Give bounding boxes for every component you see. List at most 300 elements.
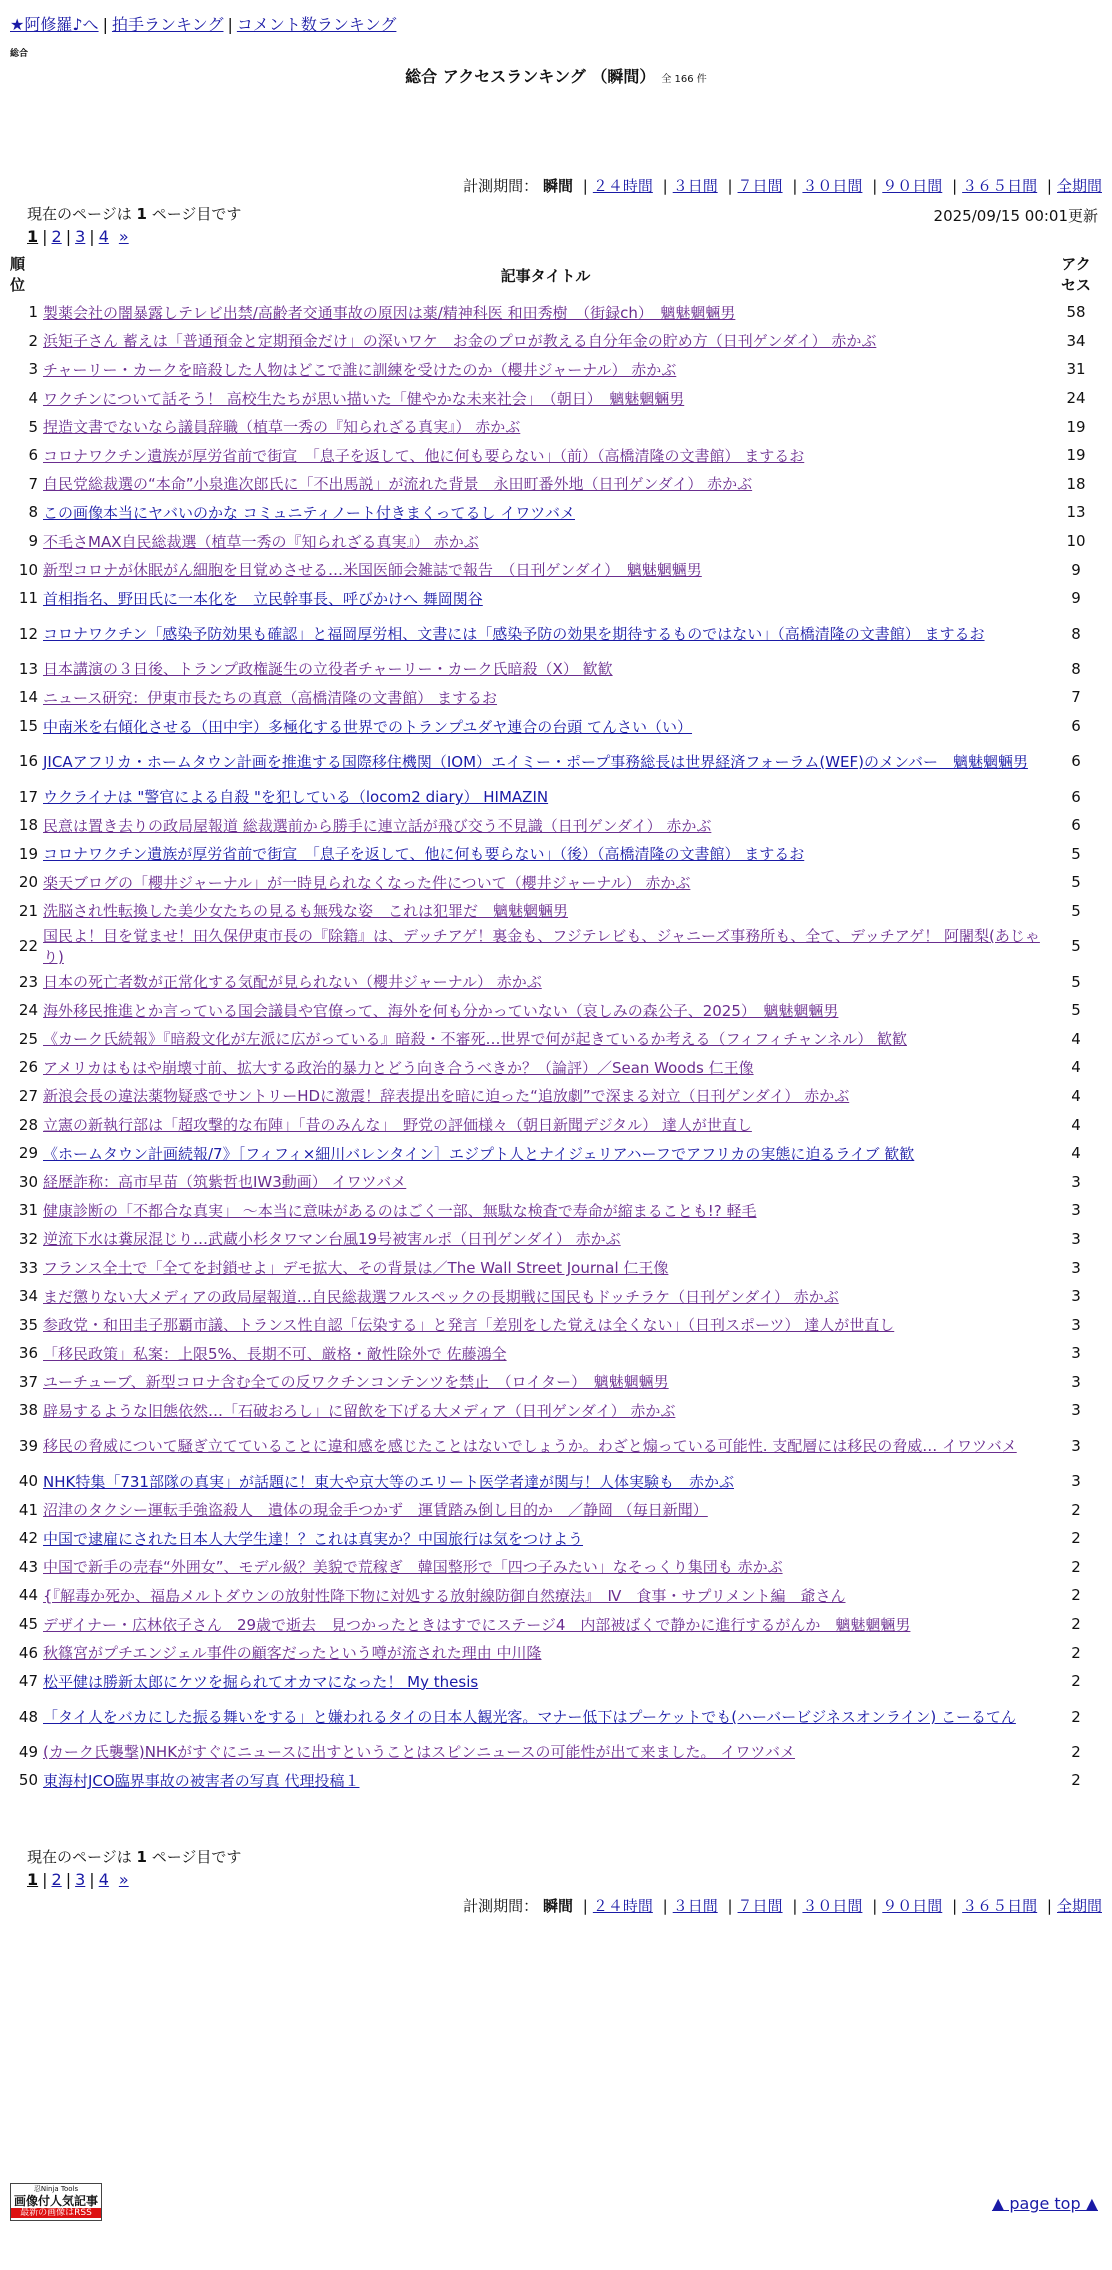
period-365d-link[interactable]: ３６５日間 xyxy=(962,1897,1038,1915)
article-link[interactable]: コロナワクチン遺族が厚労省前で街宣 「息子を返して、他に何も要らない」（前）（高橋清隆の文書館） まするお xyxy=(43,446,805,465)
table-row xyxy=(10,555,1102,584)
article-link[interactable]: 洗脳され性転換した美少女たちの見るも無残な姿 これは犯罪だ 魑魅魍魎男 xyxy=(43,902,569,921)
article-link[interactable]: チャーリー・カークを暗殺した人物はどこで誰に訓練を受けたのか（櫻井ジャーナル） 赤かぶ xyxy=(43,360,677,379)
rank-number: 35 xyxy=(18,1315,38,1334)
rank-header-text: 順位 xyxy=(10,255,26,294)
access-count: 31 xyxy=(1066,360,1086,379)
table-row xyxy=(10,1610,1102,1639)
period-current: 瞬間 xyxy=(542,177,573,195)
title-cell xyxy=(41,740,1050,782)
access-count: 3 xyxy=(1071,1258,1081,1277)
access-count: 5 xyxy=(1071,972,1081,991)
title-cell xyxy=(41,683,1050,712)
period-selector-top xyxy=(463,175,1102,196)
period-3d-link[interactable]: ３日間 xyxy=(672,1897,718,1915)
table-row xyxy=(10,655,1102,684)
title-cell xyxy=(41,1766,1050,1795)
genre-label: 総合 xyxy=(10,49,29,59)
rank-number: 29 xyxy=(18,1144,38,1163)
access-count: 4 xyxy=(1071,1086,1081,1105)
rank-number: 34 xyxy=(18,1287,38,1306)
table-row xyxy=(10,412,1102,441)
rank-number: 1 xyxy=(28,303,38,322)
article-link[interactable]: (カーク氏襲撃)NHKがすぐにニュースに出すということはスピンニュースの可能性が出て来ました。 イワツバメ xyxy=(43,1743,796,1762)
rank-number: 37 xyxy=(18,1372,38,1391)
rank-number: 2 xyxy=(28,331,38,350)
article-link[interactable]: 健康診断の「不都合な真実」 ～本当に意味があるのはごく一部、無駄な検査で寿命が縮まることも!? 軽毛 xyxy=(43,1201,757,1220)
article-link[interactable]: NHK特集「731部隊の真実」が話題に！東大や京大等のエリート医学者達が関与！人体実験も 赤かぶ xyxy=(43,1472,734,1491)
period-current: 瞬間 xyxy=(542,1897,573,1915)
pager-page-3[interactable]: 3 xyxy=(75,1870,86,1889)
table-row xyxy=(10,613,1102,655)
rank-number: 6 xyxy=(28,446,38,465)
table-row xyxy=(10,1396,1102,1425)
rank-number: 48 xyxy=(18,1707,38,1726)
access-header xyxy=(1050,252,1102,298)
table-row xyxy=(10,1253,1102,1282)
period-separator: | xyxy=(582,1897,588,1915)
article-link[interactable]: 中国で新手の売春“外囲女”、モデル級？美貌で荒稼ぎ 韓国整形で「四つ子みたい」なそっくり集団も 赤かぶ xyxy=(43,1558,783,1577)
rank-number: 7 xyxy=(28,474,38,493)
access-count: 4 xyxy=(1071,1029,1081,1048)
table-row xyxy=(10,1082,1102,1111)
title-cell xyxy=(41,1167,1050,1196)
title-cell xyxy=(41,1053,1050,1082)
table-row xyxy=(10,1139,1102,1168)
article-link[interactable]: 国民よ！目を覚ませ！田久保伊東市長の『除籍』は、デッチアゲ！裏金も、フジテレビも、ジャニーズ事務所も、全て、デッチアゲ！ 阿闍梨(あじゃり) xyxy=(43,927,1040,967)
table-row xyxy=(10,712,1102,741)
access-count: 7 xyxy=(1071,688,1081,707)
title-cell xyxy=(41,1282,1050,1311)
period-separator: | xyxy=(1046,177,1052,195)
page-info-number: 1 xyxy=(136,1848,147,1866)
period-all-link[interactable]: 全期間 xyxy=(1056,177,1102,195)
period-7d-link[interactable]: ７日間 xyxy=(737,177,783,195)
access-count: 3 xyxy=(1071,1372,1081,1391)
pager-separator: | xyxy=(42,227,48,246)
title-cell xyxy=(41,1667,1050,1696)
table-row xyxy=(10,1495,1102,1524)
period-separator: | xyxy=(872,177,878,195)
period-separator: | xyxy=(952,177,958,195)
access-count: 3 xyxy=(1071,1172,1081,1191)
article-link[interactable]: 秋篠宮がプチエンジェル事件の顧客だったという噂が流された理由 中川隆 xyxy=(43,1644,542,1663)
ranking-body xyxy=(10,298,1102,1795)
article-link[interactable]: 中国で逮雇にされた日本人大学生達！？これは真実か？中国旅行は気をつけよう xyxy=(43,1529,584,1548)
title-cell xyxy=(41,1225,1050,1254)
top-nav xyxy=(10,12,396,35)
table-row xyxy=(10,996,1102,1025)
article-link[interactable]: コロナワクチン「感染予防効果も確認」と福岡厚労相、文書には「感染予防の効果を期待するものではない」（高橋清隆の文書館） まするお xyxy=(43,625,985,644)
table-row xyxy=(10,1766,1102,1795)
home-link[interactable]: ★阿修羅♪へ xyxy=(10,15,99,34)
title-cell xyxy=(41,384,1050,413)
access-count: 18 xyxy=(1066,474,1086,493)
table-row xyxy=(10,355,1102,384)
title-cell xyxy=(41,527,1050,556)
article-link[interactable]: 「移民政策」私案：上限5%、長期不可、厳格・敵性除外で 佐藤鴻全 xyxy=(43,1344,507,1363)
rank-number: 9 xyxy=(28,532,38,551)
rank-header xyxy=(10,252,41,298)
rank-number: 49 xyxy=(18,1742,38,1761)
table-row xyxy=(10,868,1102,897)
article-link[interactable]: 捏造文書でないなら議員辞職（植草一秀の『知られざる真実』） 赤かぶ xyxy=(43,418,521,437)
page-title xyxy=(0,64,1112,87)
article-link[interactable]: ニュース研究：伊東市長たちの真意（高橋清隆の文書館） まするお xyxy=(43,688,498,707)
article-link[interactable]: 海外移民推進とか言っている国会議員や官僚って、海外を何も分かっていない（哀しみの森公子、2025） 魑魅魍魎男 xyxy=(43,1001,839,1020)
title-cell xyxy=(41,996,1050,1025)
article-link[interactable]: 民意は置き去りの政局屋報道 総裁選前から勝手に連立話が飛び交う不見識（日刊ゲンダイ） 赤かぶ xyxy=(43,816,712,835)
access-count: 3 xyxy=(1071,1315,1081,1334)
access-count: 3 xyxy=(1071,1201,1081,1220)
pager-page-4[interactable]: 4 xyxy=(98,1870,109,1889)
access-count: 9 xyxy=(1071,560,1081,579)
article-link[interactable]: 製薬会社の闇暴露しテレビ出禁/高齢者交通事故の原因は薬/精神科医 和田秀樹 （街録ch） 魑魅魍魎男 xyxy=(43,303,736,322)
title-cell xyxy=(41,1524,1050,1553)
access-count: 58 xyxy=(1066,303,1086,322)
rank-number: 42 xyxy=(18,1529,38,1548)
article-link[interactable]: 経歴詐称：高市早苗（筑紫哲也IW3動画） イワツバメ xyxy=(43,1173,407,1192)
article-link[interactable]: フランス全土で「全てを封鎖せよ」デモ拡大、その背景は／The Wall Street Journal 仁王像 xyxy=(43,1259,669,1278)
article-link[interactable]: 沼津のタクシー運転手強盗殺人 遺体の現金手つかず 運賃踏み倒し目的か ／静岡 （毎日新聞） xyxy=(43,1501,708,1520)
access-count: 2 xyxy=(1071,1672,1081,1691)
rank-number: 46 xyxy=(18,1643,38,1662)
title-cell xyxy=(41,1738,1050,1767)
table-row xyxy=(10,1368,1102,1397)
rank-number: 32 xyxy=(18,1229,38,1248)
rank-number: 3 xyxy=(28,360,38,379)
title-cell xyxy=(41,1024,1050,1053)
period-separator: | xyxy=(1046,1897,1052,1915)
comment-ranking-link[interactable]: コメント数ランキング xyxy=(236,15,397,34)
pager-page-2[interactable]: 2 xyxy=(51,227,62,246)
table-row xyxy=(10,840,1102,869)
table-row xyxy=(10,1524,1102,1553)
rank-number: 40 xyxy=(18,1472,38,1491)
table-row xyxy=(10,1638,1102,1667)
access-count: 5 xyxy=(1071,937,1081,956)
title-cell xyxy=(41,1425,1050,1467)
rank-number: 27 xyxy=(18,1086,38,1105)
access-count: 6 xyxy=(1071,816,1081,835)
title-cell xyxy=(41,1638,1050,1667)
period-separator: | xyxy=(662,177,668,195)
rank-number: 41 xyxy=(18,1500,38,1519)
title-cell xyxy=(41,655,1050,684)
rank-number: 36 xyxy=(18,1344,38,1363)
total-count: 全 166 件 xyxy=(661,74,707,85)
title-cell xyxy=(41,470,1050,499)
period-separator: | xyxy=(727,177,733,195)
pager-separator: | xyxy=(89,1870,95,1889)
period-separator: | xyxy=(872,1897,878,1915)
title-cell xyxy=(41,498,1050,527)
table-row xyxy=(10,897,1102,926)
rank-number: 47 xyxy=(18,1672,38,1691)
article-link[interactable]: 逆流下水は糞尿混じり…武蔵小杉タワマン台風19号被害ルポ（日刊ゲンダイ） 赤かぶ xyxy=(43,1230,621,1249)
period-30d-link[interactable]: ３０日間 xyxy=(802,1897,863,1915)
rank-number: 26 xyxy=(18,1058,38,1077)
rank-number: 15 xyxy=(18,717,38,736)
article-link[interactable]: 辟易するような旧態依然…「石破おろし」に留飲を下げる大メディア（日刊ゲンダイ） 赤かぶ xyxy=(43,1401,676,1420)
table-row xyxy=(10,1310,1102,1339)
table-row xyxy=(10,298,1102,327)
article-link[interactable]: 立憲の新執行部は「超攻撃的な布陣」「昔のみんな」 野党の評価様々（朝日新聞デジタル） 達人が世直し xyxy=(43,1116,752,1135)
access-count: 6 xyxy=(1071,787,1081,806)
title-cell xyxy=(41,1467,1050,1496)
rank-number: 11 xyxy=(18,589,38,608)
access-count: 2 xyxy=(1071,1586,1081,1605)
title-cell xyxy=(41,1196,1050,1225)
article-link[interactable]: 「タイ人をバカにした振る舞いをする」と嫌われるタイの日本人観光客。マナー低下はプーケットでも(ハーバービジネスオンライン) こーるてん xyxy=(43,1708,1016,1727)
period-separator: | xyxy=(792,177,798,195)
access-count: 2 xyxy=(1071,1557,1081,1576)
table-row xyxy=(10,683,1102,712)
table-row xyxy=(10,811,1102,840)
access-count: 5 xyxy=(1071,844,1081,863)
clap-ranking-link[interactable]: 拍手ランキング xyxy=(111,15,224,34)
table-row xyxy=(10,1738,1102,1767)
article-link[interactable]: 浜矩子さん 蓄えは「普通預金と定期預金だけ」の深いワケ お金のプロが教える自分年金の貯め方（日刊ゲンダイ） 赤かぶ xyxy=(43,332,877,351)
title-cell xyxy=(41,712,1050,741)
rank-number: 21 xyxy=(18,901,38,920)
rank-number: 24 xyxy=(18,1001,38,1020)
table-header-row xyxy=(10,252,1102,298)
access-count: 2 xyxy=(1071,1643,1081,1662)
table-row xyxy=(10,470,1102,499)
table-row xyxy=(10,584,1102,613)
period-separator: | xyxy=(662,1897,668,1915)
access-count: 19 xyxy=(1066,446,1086,465)
access-count: 4 xyxy=(1071,1115,1081,1134)
title-cell xyxy=(41,1581,1050,1610)
access-count: 5 xyxy=(1071,873,1081,892)
period-90d-link[interactable]: ９０日間 xyxy=(882,1897,943,1915)
rank-number: 25 xyxy=(18,1029,38,1048)
rank-number: 13 xyxy=(18,659,38,678)
table-row xyxy=(10,925,1102,967)
page-info-top xyxy=(27,203,241,224)
article-link[interactable]: ユーチューブ、新型コロナ含む全ての反ワクチンコンテンツを禁止 （ロイター） 魑魅魍魎男 xyxy=(43,1373,669,1392)
table-row xyxy=(10,1196,1102,1225)
table-row xyxy=(10,1581,1102,1610)
article-link[interactable]: 《ホームタウン計画続報/7》［フィフィ×細川バレンタイン］エジプト人とナイジェリアハーフでアフリカの実態に迫るライブ 歓歓 xyxy=(43,1144,915,1163)
title-cell xyxy=(41,1339,1050,1368)
nav-separator: | xyxy=(227,15,233,34)
pager-next[interactable]: » xyxy=(118,227,129,246)
page-info-bottom xyxy=(27,1846,241,1867)
rank-number: 39 xyxy=(18,1436,38,1455)
pager-next[interactable]: » xyxy=(118,1870,129,1889)
access-count: 2 xyxy=(1071,1742,1081,1761)
pager-current-page: 1 xyxy=(27,227,39,246)
page-top-link[interactable]: ▲ page top ▲ xyxy=(991,2194,1098,2213)
table-row xyxy=(10,1425,1102,1467)
article-link[interactable]: アメリカはもはや崩壊寸前、拡大する政治的暴力とどう向き合うべきか？（論評）／Sean Woods 仁王像 xyxy=(43,1058,754,1077)
article-link[interactable]: まだ懲りない大メディアの政局屋報道…自民総裁選フルスペックの長期戦に国民もドッチラケ（日刊ゲンダイ） 赤かぶ xyxy=(43,1287,839,1306)
table-row xyxy=(10,1024,1102,1053)
article-link[interactable]: 日本講演の３日後、トランプ政権誕生の立役者チャーリー・カーク氏暗殺（X） 歓歓 xyxy=(43,660,613,679)
pager-bottom xyxy=(27,1870,129,1889)
page-info-number: 1 xyxy=(136,205,147,223)
period-90d-link[interactable]: ９０日間 xyxy=(882,177,943,195)
period-separator: | xyxy=(727,1897,733,1915)
period-all-link[interactable]: 全期間 xyxy=(1056,1897,1102,1915)
title-cell xyxy=(41,1253,1050,1282)
title-cell xyxy=(41,1495,1050,1524)
table-row xyxy=(10,1339,1102,1368)
pager-page-3[interactable]: 3 xyxy=(75,227,86,246)
rank-number: 17 xyxy=(18,787,38,806)
article-link[interactable]: コロナワクチン遺族が厚労省前で街宣 「息子を返して、他に何も要らない」（後）（高橋清隆の文書館） まするお xyxy=(43,845,805,864)
rank-number: 30 xyxy=(18,1172,38,1191)
access-count: 19 xyxy=(1066,417,1086,436)
article-link[interactable]: 《カーク氏続報》『暗殺文化が左派に広がっている』暗殺・不審死…世界で何が起きているか考える（フィフィチャンネル） 歓歓 xyxy=(43,1030,907,1049)
period-30d-link[interactable]: ３０日間 xyxy=(802,177,863,195)
title-cell xyxy=(41,1696,1050,1738)
access-count: 6 xyxy=(1071,752,1081,771)
access-count: 2 xyxy=(1071,1771,1081,1790)
rank-number: 44 xyxy=(18,1586,38,1605)
access-count: 4 xyxy=(1071,1058,1081,1077)
rank-number: 31 xyxy=(18,1201,38,1220)
article-link[interactable]: 松平健は勝新太郎にケツを掘られてオカマになった！ My thesis xyxy=(43,1672,479,1691)
period-3d-link[interactable]: ３日間 xyxy=(672,177,718,195)
title-cell xyxy=(41,584,1050,613)
title-cell xyxy=(41,555,1050,584)
table-row xyxy=(10,1696,1102,1738)
page-title-text: 総合 アクセスランキング （瞬間） xyxy=(405,67,656,86)
article-link[interactable]: 移民の脅威について騒ぎ立てていることに違和感を感じたことはないでしょうか。わざと煽っている可能性. 支配層には移民の脅威… イワツバメ xyxy=(43,1437,1017,1456)
table-row xyxy=(10,527,1102,556)
table-row xyxy=(10,1553,1102,1582)
title-cell xyxy=(41,1396,1050,1425)
title-cell xyxy=(41,1310,1050,1339)
article-link[interactable]: ワクチンについて話そう！ 高校生たちが思い描いた「健やかな未来社会」 （朝日） 魑魅魍魎男 xyxy=(43,389,685,408)
nav-separator: | xyxy=(102,15,108,34)
access-count: 24 xyxy=(1066,389,1086,408)
article-link[interactable]: 不毛さMAX自民総裁選（植草一秀の『知られざる真実』） 赤かぶ xyxy=(43,532,479,551)
period-separator: | xyxy=(952,1897,958,1915)
pager-top xyxy=(27,227,129,246)
article-link[interactable]: ウクライナは "警官による自殺 "を犯している（locom2 diary） HIMAZIN xyxy=(43,788,549,807)
rank-number: 50 xyxy=(18,1771,38,1790)
article-link[interactable]: デザイナー・広林依子さん 29歳で逝去 見つかったときはすでにステージ4 内部被ばくで静かに進行するがんか 魑魅魍魎男 xyxy=(43,1615,911,1634)
rank-number: 5 xyxy=(28,417,38,436)
updated-timestamp: 2025/09/15 00:01更新 xyxy=(933,207,1098,225)
rank-number: 19 xyxy=(18,844,38,863)
access-count: 8 xyxy=(1071,624,1081,643)
table-row xyxy=(10,384,1102,413)
access-count: 6 xyxy=(1071,717,1081,736)
rank-number: 20 xyxy=(18,873,38,892)
ninja-tools-badge[interactable] xyxy=(10,2183,102,2221)
access-count: 3 xyxy=(1071,1436,1081,1455)
title-cell xyxy=(41,613,1050,655)
rank-number: 45 xyxy=(18,1615,38,1634)
access-count: 2 xyxy=(1071,1529,1081,1548)
article-link[interactable]: 自民党総裁選の“本命”小泉進次郎氏に「不出馬説」が流れた背景 永田町番外地（日刊ゲンダイ） 赤かぶ xyxy=(43,475,753,494)
table-row xyxy=(10,740,1102,782)
article-link[interactable]: 参政党・和田圭子那覇市議、トランス性自認「伝染する」と発言「差別をした覚えは全くない」（日刊スポーツ） 達人が世直し xyxy=(43,1316,895,1335)
access-count: 5 xyxy=(1071,1001,1081,1020)
rank-number: 8 xyxy=(28,503,38,522)
title-cell xyxy=(41,925,1050,967)
rank-number: 43 xyxy=(18,1557,38,1576)
period-24h-link[interactable]: ２４時間 xyxy=(592,1897,653,1915)
access-count: 3 xyxy=(1071,1229,1081,1248)
rank-number: 33 xyxy=(18,1258,38,1277)
article-link[interactable]: {『解毒か死か、福島メルトダウンの放射性降下物に対処する放射線防御自然療法』 Ⅳ 食事・サプリメント編 爺さん xyxy=(43,1586,846,1605)
page-info-prefix: 現在のページは xyxy=(27,205,132,223)
period-label: 計測期間： xyxy=(463,1897,539,1915)
pager-separator: | xyxy=(65,1870,72,1889)
access-count: 13 xyxy=(1066,503,1086,522)
article-link[interactable]: 新浪会長の違法薬物疑惑でサントリーHDに激震！辞表提出を暗に迫った“追放劇”で深まる対立（日刊ゲンダイ） 赤かぶ xyxy=(43,1087,850,1106)
access-count: 3 xyxy=(1071,1287,1081,1306)
title-cell xyxy=(41,327,1050,356)
access-count: 3 xyxy=(1071,1344,1081,1363)
title-cell xyxy=(41,811,1050,840)
ranking-table xyxy=(10,252,1102,1795)
article-link[interactable]: 首相指名、野田氏に一本化を 立民幹事長、呼びかけへ 舞岡関谷 xyxy=(43,589,483,608)
rank-number: 23 xyxy=(18,972,38,991)
access-count: 2 xyxy=(1071,1615,1081,1634)
pager-page-4[interactable]: 4 xyxy=(98,227,109,246)
title-cell xyxy=(41,412,1050,441)
title-cell xyxy=(41,355,1050,384)
access-count: 3 xyxy=(1071,1401,1081,1420)
article-link[interactable]: 東海村JCO臨界事故の被害者の写真 代理投稿１ xyxy=(43,1771,360,1790)
pager-separator: | xyxy=(89,227,95,246)
article-link[interactable]: この画像本当にヤバいのかな コミュニティノート付きまくってるし イワツバメ xyxy=(43,503,575,522)
table-row xyxy=(10,967,1102,996)
access-count: 34 xyxy=(1066,331,1086,350)
period-7d-link[interactable]: ７日間 xyxy=(737,1897,783,1915)
page-info-suffix: ページ目です xyxy=(151,205,242,223)
period-365d-link[interactable]: ３６５日間 xyxy=(962,177,1038,195)
rank-number: 18 xyxy=(18,816,38,835)
article-link[interactable]: 日本の死亡者数が正常化する気配が見られない（櫻井ジャーナル） 赤かぶ xyxy=(43,973,542,992)
rank-number: 14 xyxy=(18,688,38,707)
rank-number: 12 xyxy=(18,624,38,643)
title-cell xyxy=(41,1553,1050,1582)
table-row xyxy=(10,1282,1102,1311)
badge-line-1: 忍Ninja Tools xyxy=(33,2185,79,2193)
title-cell xyxy=(41,298,1050,327)
table-row xyxy=(10,1467,1102,1496)
rank-number: 38 xyxy=(18,1401,38,1420)
access-count: 8 xyxy=(1071,659,1081,678)
rank-number: 28 xyxy=(18,1115,38,1134)
pager-current-page: 1 xyxy=(27,1870,39,1889)
title-header: 記事タイトル xyxy=(500,266,591,285)
rank-number: 22 xyxy=(18,937,38,956)
pager-separator: | xyxy=(42,1870,48,1889)
title-cell xyxy=(41,840,1050,869)
access-count: 2 xyxy=(1071,1500,1081,1519)
article-link[interactable]: 新型コロナが休眠がん細胞を目覚めさせる…米国医師会雑誌で報告 （日刊ゲンダイ） 魑魅魍魎男 xyxy=(43,561,702,580)
access-count: 5 xyxy=(1071,901,1081,920)
article-link[interactable]: 楽天ブログの「櫻井ジャーナル」が一時見られなくなった件について（櫻井ジャーナル） 赤かぶ xyxy=(43,873,691,892)
article-link[interactable]: JICAアフリカ・ホームタウン計画を推進する国際移住機関（IOM）エイミー・ポープ事務総長は世界経済フォーラム(WEF)のメンバー 魑魅魍魎男 xyxy=(43,752,1028,771)
article-link[interactable]: 中南米を右傾化させる（田中宇）多極化する世界でのトランプユダヤ連合の台頭 てんさい（い） xyxy=(43,717,693,736)
title-cell xyxy=(41,1368,1050,1397)
period-24h-link[interactable]: ２４時間 xyxy=(592,177,653,195)
pager-page-2[interactable]: 2 xyxy=(51,1870,62,1889)
table-row xyxy=(10,1053,1102,1082)
title-cell xyxy=(41,1610,1050,1639)
